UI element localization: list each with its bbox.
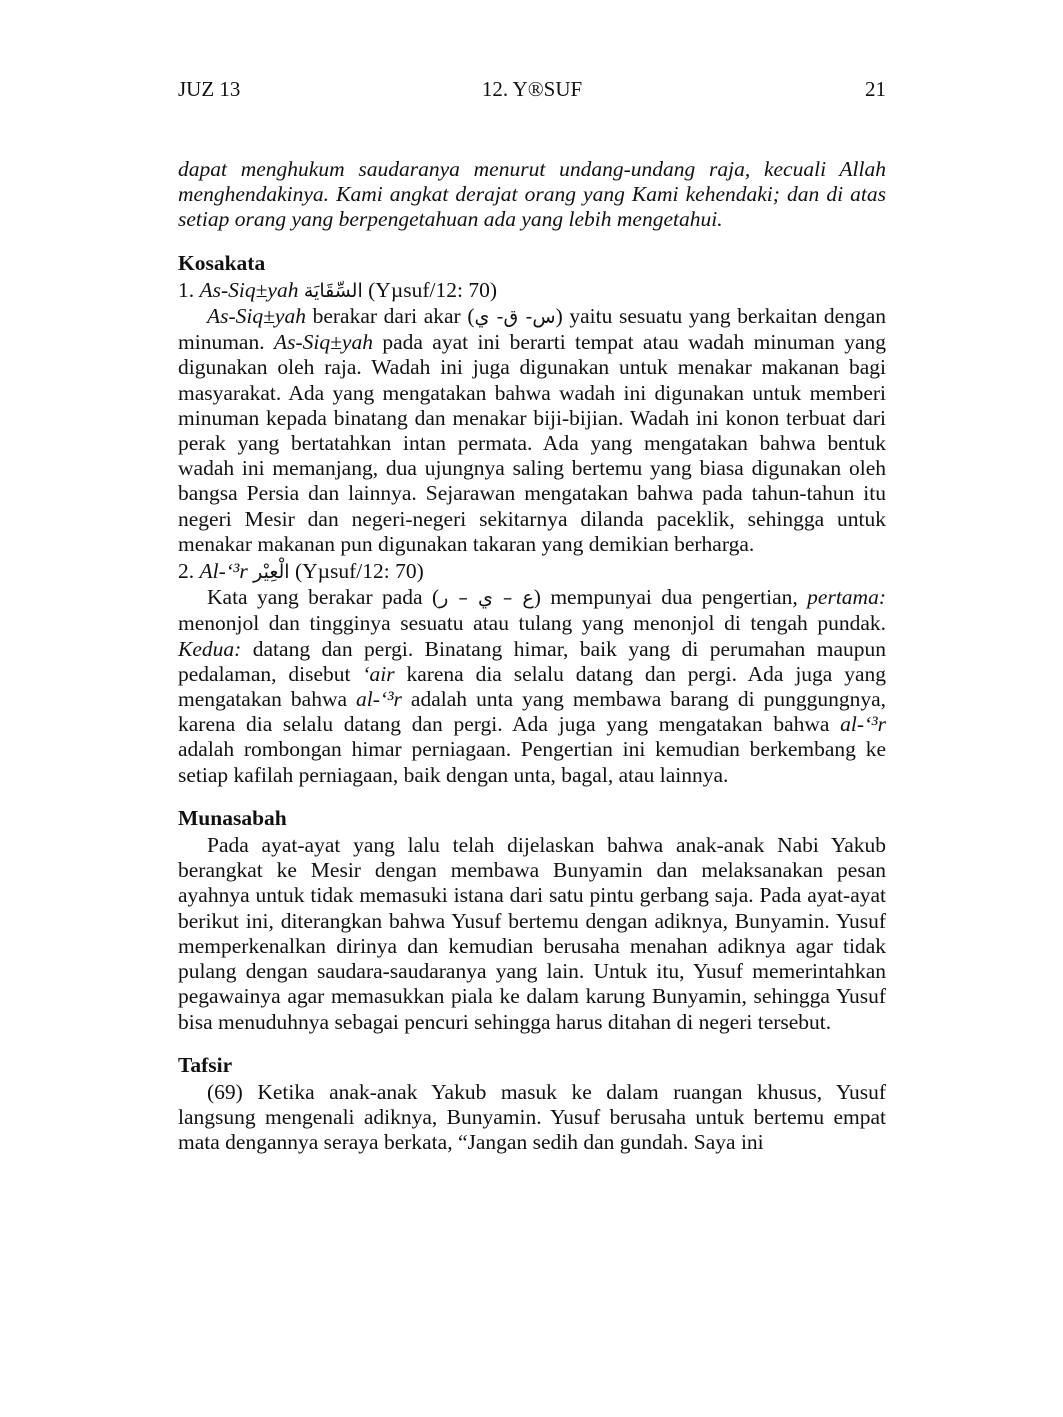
term-latin: As-Siq±yah	[207, 304, 306, 329]
term-latin: As-Siq±yah	[273, 330, 373, 355]
term-arabic: السِّقَايَة	[303, 279, 363, 302]
munasabah-paragraph: Pada ayat-ayat yang lalu telah dijelaskan bahwa anak-anak Nabi Yakub berangkat ke Mesir dengan membawa Bunyamin dan melaksanakan pesan ayahnya untuk tidak memasuki istana dari satu pintu gerbang saja. Pada ayat-ayat berikut ini, diterangkan bahwa Yusuf bertemu dengan adiknya, Bunyamin. Yusuf memperkenalkan dirinya dan kemudian berusaha menahan adiknya agar tidak pulang dengan saudara-saudaranya yang lain. Untuk itu, Yusuf memerintahkan pegawainya agar memasukkan piala ke dalam karung Bunyamin, sehingga Yusuf bisa menuduhnya sebagai pencuri sehingga harus ditahan di negeri tersebut.	[178, 833, 886, 1034]
munasabah-heading: Munasabah	[178, 805, 287, 830]
term-arabic: الْعِيْر	[253, 561, 290, 584]
page-body	[178, 157, 886, 1156]
vocab-definition-1: As-Siq±yah berakar dari akar (س- ق- ي) yaitu sesuatu yang berkaitan dengan minuman. As-Siq±yah pada ayat ini berarti tempat atau wadah minuman yang digunakan oleh raja. Wadah ini juga digunakan untuk menakar makanan bagi masyarakat. Ada yang mengatakan bahwa wadah ini digunakan untuk memberi minuman kepada binatang dan menakar biji-bijian. Wadah ini konon terbuat dari perak yang bertatahkan intan permata. Ada yang mengatakan bahwa bentuk wadah ini memanjang, dua ujungnya saling bertemu yang biasa digunakan oleh bangsa Persia dan lainnya. Sejarawan mengatakan bahwa pada tahun-tahun itu negeri Mesir dan negeri-negeri sekitarnya dilanda paceklik, sehingga untuk menakar makanan pun digunakan takaran yang demikian berharga.	[178, 304, 886, 556]
term-number: 2.	[178, 559, 200, 584]
vocab-term-1	[178, 278, 886, 304]
vocab-definition-2: Kata yang berakar pada (ع – ي – ر) mempunyai dua pengertian, pertama: menonjol dan tingginya sesuatu atau tulang yang menonjol di tengah pundak. Kedua: datang dan pergi. Binatang himar, baik yang di perumahan maupun pedalaman, disebut ‘air karena dia selalu datang dan pergi. Ada juga yang mengatakan bahwa al-‘³r adalah unta yang membawa barang di punggungnya, karena dia selalu datang dan pergi. Ada juga yang mengatakan bahwa al-‘³r adalah rombongan himar perniagaan. Pengertian ini kemudian berkembang ke setiap kafilah perniagaan, baik dengan unta, bagal, atau lainnya.	[178, 585, 886, 787]
juz-label: JUZ 13	[178, 77, 241, 101]
term-reference: (Yµsuf/12: 70)	[294, 559, 424, 584]
vocab-term-2	[178, 559, 886, 585]
arabic-root: س- ق- ي	[474, 306, 556, 329]
page-number: 21	[865, 77, 886, 101]
kosakata-heading: Kosakata	[178, 250, 266, 275]
term-number: 1.	[178, 277, 200, 302]
tafsir-paragraph: (69) Ketika anak-anak Yakub masuk ke dalam ruangan khusus, Yusuf langsung mengenali adiknya, Bunyamin. Yusuf berusaha untuk bertemu empat mata dengannya seraya berkata, “Jangan sedih dan gundah. Saya ini	[178, 1079, 886, 1155]
intro-paragraph: dapat menghukum saudaranya menurut undang-undang raja, kecuali Allah menghendakinya. Kami angkat derajat orang yang Kami kehendaki; dan di atas setiap orang yang berpengetahuan ada yang lebih mengetahui.	[178, 157, 886, 232]
surah-title: 12. Y®SUF	[481, 77, 583, 101]
term-latin: As-Siq±yah	[199, 277, 299, 302]
tafsir-heading: Tafsir	[178, 1052, 233, 1077]
arabic-root: ع – ي – ر	[439, 587, 534, 610]
term-reference: (Yµsuf/12: 70)	[368, 277, 497, 302]
term-latin: Al-‘³r	[199, 559, 248, 584]
